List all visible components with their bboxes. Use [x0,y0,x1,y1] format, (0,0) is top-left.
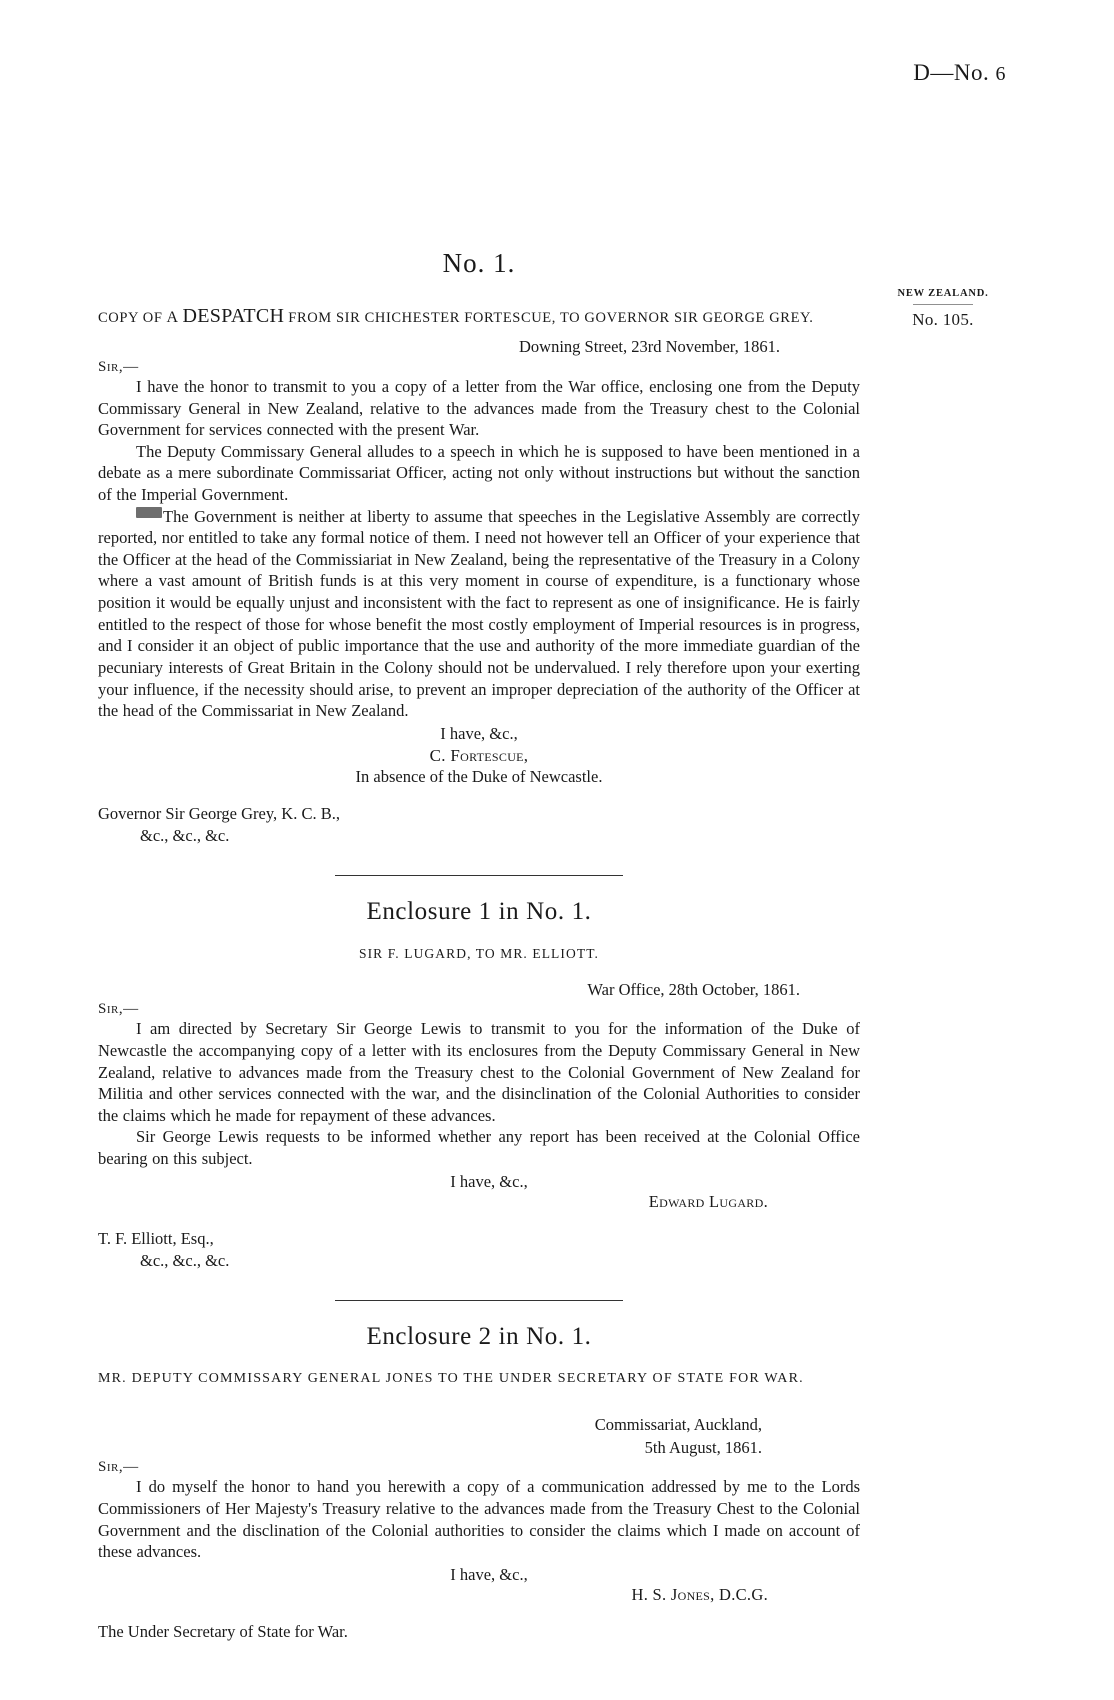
enclosure-1-subtitle: SIR F. LUGARD, TO MR. ELLIOTT. [358,946,600,962]
section-divider-1 [335,875,623,876]
despatch-dateline: Downing Street, 23rd November, 1861. [518,337,780,356]
section-divider-2 [335,1300,623,1301]
despatch-signature-sub: In absence of the Duke of Newcastle. [355,766,603,786]
despatch-signature [98,746,860,766]
enclosure-2-signature [98,1585,768,1605]
despatch-heading [98,301,860,331]
enclosure-2-addressee [98,1621,860,1643]
margin-note-divider [913,304,973,305]
despatch-addressee-line2 [98,825,860,847]
page-title: No. 1. [442,248,516,278]
margin-note [868,288,1018,330]
enclosure-1-addressee-line1: T. F. Elliott, Esq., [98,1228,214,1248]
enclosure-2-place-date [98,1413,762,1459]
document-content [98,248,860,1643]
ink-blot-mark [136,507,162,518]
enclosure-2-paragraph-1: I do myself the honor to hand you herewith a copy of a communication addressed by me to the Lords Commissioners of Her Majesty's Treasury relative to the advances made from the Treasury Chest to the Colonial Government and the disclination of the Colonial authorities to consider the claims which I made on account of these advances. [98,1477,860,1562]
despatch-paragraph-3 [98,506,860,722]
enclosure-1-paragraph-1: I am directed by Secretary Sir George Lewis to transmit to you for the information of the Duke of Newcastle the accompanying copy of a letter with its enclosures from the Deputy Commissary General in New Zealand, relative to advances made from the Treasury chest to the Colonial Government of New Zealand for Militia and other services connected with the war, and the disinclination of the Colonial Authorities to consider the claims which he made for repayment of these advances. [98,1019,860,1125]
despatch-addressee-line2-text: &c., &c., &c. [140,826,230,846]
running-head-number: 6 [995,63,1006,85]
enclosure-2-closing: I have, &c., [450,1564,528,1584]
enclosure-1-place-date: War Office, 28th October, 1861. [587,980,800,1000]
despatch-signature-text: C. Fortescue, [429,745,529,765]
despatch-article: A [166,309,179,326]
enclosure-2-subtitle: MR. DEPUTY COMMISSARY GENERAL JONES TO THE UNDER SECRETARY OF STATE FOR WAR. [98,1371,804,1387]
despatch-addressee [98,803,860,848]
enclosure-1-closing: I have, &c., [450,1171,528,1191]
despatch-addressee-line1: Governor Sir George Grey, K. C. B., [98,803,340,823]
enclosure-1-signature [98,1192,768,1212]
enclosure-1-addressee [98,1228,860,1273]
despatch-word: DESPATCH [182,305,285,327]
enclosure-1-addressee-line2-text: &c., &c., &c. [140,1250,230,1270]
despatch-closing: I have, &c., [440,723,518,743]
enclosure-2-place: Commissariat, Auckland, [594,1415,762,1435]
running-head-prefix: D—No. [913,60,990,85]
despatch-rest: FROM SIR CHICHESTER FORTESCUE, TO GOVERNOR SIR GEORGE GREY. [288,310,814,326]
enclosure-2-date: 5th August, 1861. [644,1438,762,1458]
margin-note-title: NEW ZEALAND. [897,288,989,299]
enclosure-1-addressee-line2 [98,1250,860,1272]
despatch-paragraph-3-text: The Government is neither at liberty to assume that speeches in the Legislative Assembly are correctly reported, nor entitled to take any formal notice of them. I need not however tell an Officer of your experience that the Officer at the head of the Commissiariat in New Zealand, being the representative of the Treasury in a Colony where a vast amount of British funds is at this very moment in course of expenditure, is a functionary whose position it would be equally unjust and inconsistent with the fact to represent as one of insignificance. He is fairly entitled to the respect of those for whose benefit the most costly employment of Imperial resources is in progress, and I consider it an object of public importance that the use and authority of the more immediate guardian of the pecuniary interests of Great Britain in the Colony should not be undervalued. I rely therefore upon your exerting your influence, if the necessity should arise, to prevent an improper depreciation of the authority of the Officer at the head of the Commissariat in New Zealand. [98,506,860,721]
enclosure-2-signature-text: H. S. Jones, D.C.G. [631,1584,768,1604]
despatch-paragraph-2: The Deputy Commissary General alludes to a speech in which he is supposed to have been mentioned in a debate as a mere subordinate Commissariat Officer, acting not only without instructions but without the sanction of the Imperial Government. [98,441,860,505]
enclosure-2-salutation: Sir,— [98,1459,139,1476]
margin-note-number: No. 105. [912,310,974,329]
despatch-paragraph-1: I have the honor to transmit to you a copy of a letter from the War office, enclosing one from the Deputy Commissary General in New Zealand, relative to the advances made from the Treasury chest to the Colonial Government for services connected with the present War. [98,377,860,440]
enclosure-2-addressee-line1: The Under Secretary of State for War. [98,1621,348,1641]
enclosure-1-title: Enclosure 1 in No. 1. [366,898,592,926]
enclosure-1-salutation: Sir,— [98,1001,139,1018]
running-head [913,60,1006,86]
despatch-salutation: Sir,— [98,359,139,375]
enclosure-2-title: Enclosure 2 in No. 1. [366,1323,592,1351]
enclosure-1-paragraph-2: Sir George Lewis requests to be informed whether any report has been received at the Colonial Office bearing on this subject. [98,1127,860,1169]
enclosure-1-signature-text: Edward Lugard. [648,1191,768,1211]
despatch-copy-of: COPY OF [98,310,163,326]
